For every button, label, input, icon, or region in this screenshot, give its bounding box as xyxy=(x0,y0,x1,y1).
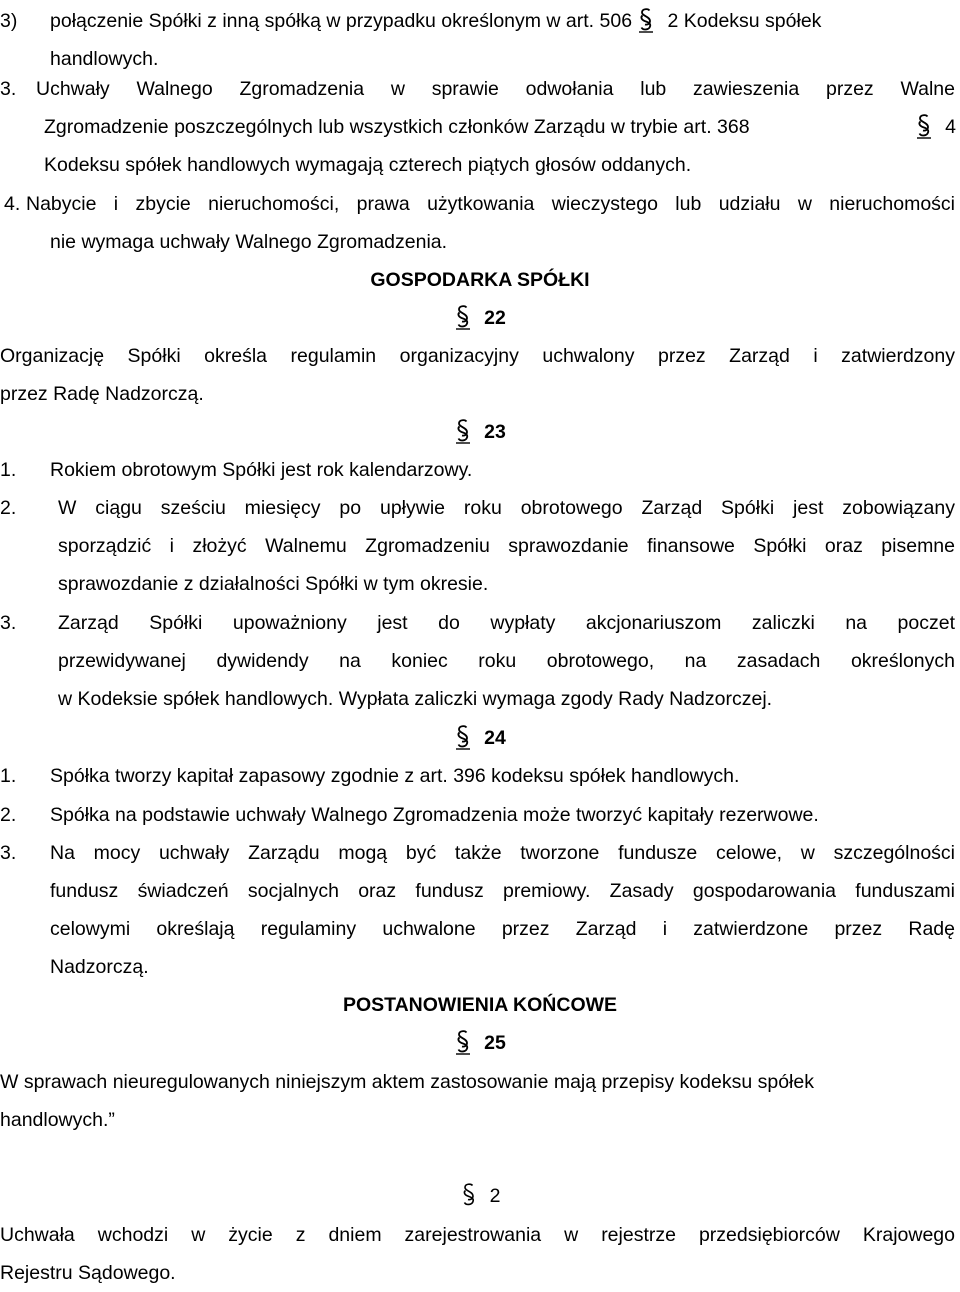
item-text-part xyxy=(915,108,956,146)
list-item-special-funds xyxy=(0,834,960,872)
paragraph-22-line1: Organizację Spółki określa regulamin organizacyjny uchwalony przez Zarząd i zatwierdzony xyxy=(0,345,955,367)
list-item-financial-report-line3: sprawozdanie z działalności Spółki w tym okresie. xyxy=(58,573,489,595)
item-number: 1. xyxy=(0,765,17,787)
item-text-part: 2 Kodeksu spółek xyxy=(667,10,822,32)
item-number: 3) xyxy=(0,10,18,32)
list-item-merger xyxy=(0,2,960,40)
list-item-advance-dividend xyxy=(0,604,960,642)
list-item-financial-report xyxy=(0,489,960,527)
list-item-reserve-capital xyxy=(0,757,960,795)
list-item-advance-dividend-line2: przewidywanej dywidendy na koniec roku obrotowego, na zasadach określonych xyxy=(58,650,955,672)
paragraph-25-heading xyxy=(0,1024,960,1062)
item-text-part: połączenie Spółki z inną spółką w przypadku określonym w art. 506 xyxy=(50,10,633,32)
paragraph-2-line1: Uchwała wchodzi w życie z dniem zarejestrowania w rejestrze przedsiębiorców Krajowego xyxy=(0,1224,955,1246)
list-item-real-estate-line2: nie wymaga uchwały Walnego Zgromadzenia. xyxy=(50,231,448,253)
section-sign-icon xyxy=(454,304,472,330)
list-item-financial-report-line2: sporządzić i złożyć Walnemu Zgromadzeniu sprawozdanie finansowe Spółki oraz pisemne xyxy=(58,535,955,557)
paragraph-2-heading xyxy=(0,1177,960,1215)
paragraph-number: 25 xyxy=(484,1032,506,1054)
item-text: Uchwały Walnego Zgromadzenia w sprawie odwołania lub zawieszenia przez Walne xyxy=(36,78,955,100)
item-number: 2. xyxy=(0,497,17,519)
paragraph-25-line2: handlowych.” xyxy=(0,1109,115,1131)
paragraph-25-line1: W sprawach nieuregulowanych niniejszym aktem zastosowanie mają przepisy kodeksu spółek xyxy=(0,1071,814,1093)
list-item-fiscal-year xyxy=(0,451,960,489)
paragraph-22-heading xyxy=(0,299,960,337)
list-item-special-funds-line3: celowymi określają regulaminy uchwalone przez Zarząd i zatwierdzone przez Radę xyxy=(50,918,955,940)
paragraph-2-line2: Rejestru Sądowego. xyxy=(0,1262,176,1284)
list-item-special-funds-line4: Nadzorczą. xyxy=(50,956,149,978)
item-text xyxy=(50,2,821,40)
section-sign-icon xyxy=(915,113,933,139)
item-text: Spółka na podstawie uchwały Walnego Zgromadzenia może tworzyć kapitały rezerwowe. xyxy=(50,804,819,826)
list-item-resolutions-line3: Kodeksu spółek handlowych wymagają czterech piątych głosów oddanych. xyxy=(44,154,692,176)
section-sign-icon xyxy=(637,7,655,33)
item-number: 4. xyxy=(4,193,21,215)
paragraph-number: 24 xyxy=(484,727,506,749)
section-heading-economy: GOSPODARKA SPÓŁKI xyxy=(370,269,590,291)
item-text: Nabycie i zbycie nieruchomości, prawa użytkowania wieczystego lub udziału w nieruchomości xyxy=(26,193,955,215)
paragraph-number: 23 xyxy=(484,421,506,443)
paragraph-22-line2: przez Radę Nadzorczą. xyxy=(0,383,204,405)
section-sign-icon xyxy=(454,418,472,444)
list-item-merger-line2: handlowych. xyxy=(50,48,159,70)
section-heading-final-provisions: POSTANOWIENIA KOŃCOWE xyxy=(342,994,618,1016)
list-item-real-estate xyxy=(0,185,960,223)
list-item-reserve-funds xyxy=(0,796,960,834)
list-item-resolutions-line2 xyxy=(44,108,956,146)
item-number: 3. xyxy=(0,842,17,864)
paragraph-23-heading xyxy=(0,413,960,451)
list-item-special-funds-line2: fundusz świadczeń socjalnych oraz fundusz premiowy. Zasady gospodarowania funduszami xyxy=(50,880,955,902)
item-text: Rokiem obrotowym Spółki jest rok kalendarzowy. xyxy=(50,459,473,481)
item-number: 3. xyxy=(0,612,17,634)
section-sign-icon xyxy=(460,1182,478,1208)
paragraph-24-heading xyxy=(0,719,960,757)
item-text-part: 4 xyxy=(945,116,956,138)
item-number: 1. xyxy=(0,459,17,481)
paragraph-number: 22 xyxy=(484,307,506,329)
item-text: W ciągu sześciu miesięcy po upływie roku obrotowego Zarząd Spółki jest zobowiązany xyxy=(58,497,955,519)
item-text: Zarząd Spółki upoważniony jest do wypłaty akcjonariuszom zaliczki na poczet xyxy=(58,612,955,634)
paragraph-number: 2 xyxy=(489,1185,501,1207)
section-sign-icon xyxy=(454,724,472,750)
item-text: Na mocy uchwały Zarządu mogą być także tworzone fundusze celowe, w szczególności xyxy=(50,842,955,864)
item-text-part: Zgromadzenie poszczególnych lub wszystkich członków Zarządu w trybie art. 368 xyxy=(44,116,750,138)
section-sign-icon xyxy=(454,1029,472,1055)
list-item-advance-dividend-line3: w Kodeksie spółek handlowych. Wypłata zaliczki wymaga zgody Rady Nadzorczej. xyxy=(58,688,773,710)
item-number: 2. xyxy=(0,804,17,826)
item-text: Spółka tworzy kapitał zapasowy zgodnie z art. 396 kodeksu spółek handlowych. xyxy=(50,765,740,787)
item-number: 3. xyxy=(0,78,17,100)
list-item-resolutions xyxy=(0,70,960,108)
